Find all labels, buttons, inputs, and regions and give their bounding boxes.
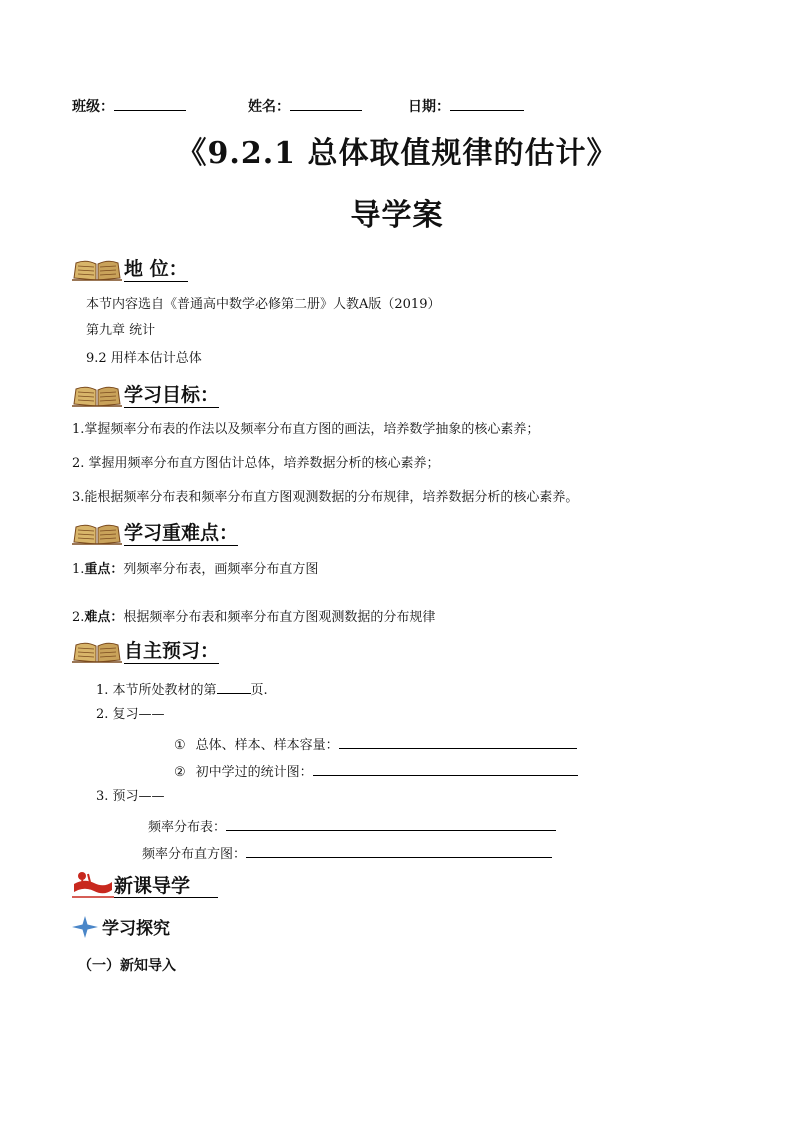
freq-table-blank[interactable] (226, 816, 556, 831)
section-preview-label: 自主预习： (124, 640, 220, 662)
preview-q1-pre: 1. 本节所处教材的第 (96, 683, 217, 698)
class-blank[interactable] (114, 96, 186, 111)
name-field (248, 96, 362, 116)
keypoint-2-label: 难点： (84, 610, 124, 625)
objective-item-2: 2. 掌握用频率分布直方图估计总体，培养数据分析的核心素养； (72, 456, 440, 471)
preview-q1-post: 页. (250, 683, 268, 698)
section-newlesson (72, 870, 218, 898)
name-blank[interactable] (290, 96, 362, 111)
preview-q2a (174, 734, 577, 754)
class-field (72, 96, 186, 116)
section-keypoints-label: 学习重难点： (124, 522, 239, 544)
preview-q2a-num: ① (174, 738, 186, 753)
part-one-heading: （一）新知导入 (78, 958, 176, 974)
keypoint-2-text: 根据频率分布表和频率分布直方图观测数据的分布规律 (123, 610, 436, 625)
freq-histogram-blank[interactable] (246, 843, 552, 858)
keypoint-2-prefix: 2. (72, 610, 85, 625)
objective-item-3: 3.能根据频率分布表和频率分布直方图观测数据的分布规律，培养数据分析的核心素养。 (72, 490, 579, 505)
section-position (72, 252, 188, 282)
preview-q2a-text: 总体、样本、样本容量： (195, 738, 339, 753)
class-label: 班级： (72, 99, 114, 115)
keypoint-item-1 (72, 562, 318, 578)
keypoint-1-text: 列频率分布表，画频率分布直方图 (123, 562, 319, 577)
preview-q3a-text: 频率分布表： (148, 820, 227, 835)
preview-q2b-num: ② (174, 765, 186, 780)
preview-q2b-text: 初中学过的统计图： (195, 765, 313, 780)
open-book-icon (72, 640, 122, 664)
subsection-explore (72, 914, 170, 939)
section-objectives-label: 学习目标： (124, 384, 220, 406)
position-line-3: 9.2 用样本估计总体 (86, 351, 202, 366)
position-line-2: 第九章 统计 (86, 323, 156, 338)
population-sample-blank[interactable] (339, 734, 577, 749)
page-number-blank[interactable] (217, 679, 251, 694)
preview-q3: 3. 预习—— (96, 789, 165, 804)
position-line-1: 本节内容选自《普通高中数学必修第二册》人教A版（2019） (86, 297, 441, 312)
page-title: 《9.2.1 总体取值规律的估计》 (176, 136, 618, 171)
open-book-icon (72, 258, 122, 282)
keypoint-1-label: 重点： (84, 562, 124, 577)
lesson-banner-icon (72, 870, 114, 898)
section-keypoints (72, 516, 238, 546)
section-newlesson-label: 新课导学 (114, 875, 218, 898)
open-book-icon (72, 384, 122, 408)
preview-q2: 2. 复习—— (96, 707, 165, 722)
keypoint-item-2 (72, 610, 435, 626)
preview-q2b (174, 761, 578, 781)
page-subtitle: 导学案 (350, 198, 444, 233)
date-blank[interactable] (450, 96, 524, 111)
date-label: 日期： (408, 99, 450, 115)
keypoint-1-prefix: 1. (72, 562, 85, 577)
section-position-label: 地 位： (124, 258, 188, 280)
name-label: 姓名： (248, 99, 290, 115)
preview-q1 (96, 679, 268, 699)
section-objectives (72, 378, 219, 408)
preview-q3a (148, 816, 556, 836)
open-book-icon (72, 522, 122, 546)
preview-q3b-text: 频率分布直方图： (142, 847, 247, 862)
four-point-star-icon (72, 916, 98, 938)
section-preview (72, 634, 219, 664)
stat-charts-blank[interactable] (313, 761, 578, 776)
subsection-explore-label: 学习探究 (102, 919, 170, 939)
preview-q3b (142, 843, 552, 863)
date-field (408, 96, 524, 116)
objective-item-1: 1.掌握频率分布表的作法以及频率分布直方图的画法，培养数学抽象的核心素养； (72, 422, 540, 437)
